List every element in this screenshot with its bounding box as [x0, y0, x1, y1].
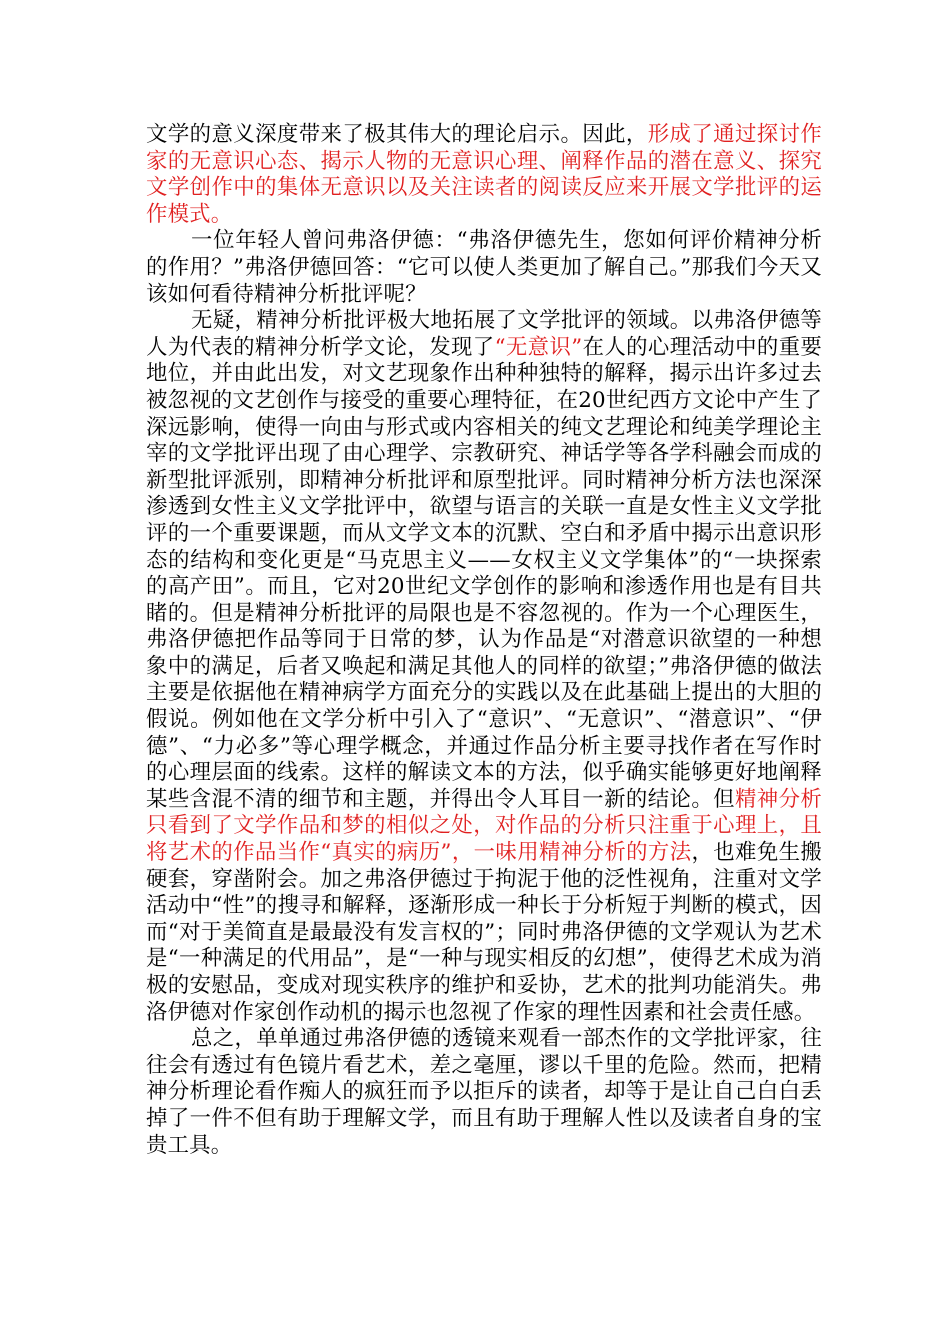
paragraph-3-highlight-1: “无意识”	[494, 334, 583, 360]
paragraph-3	[146, 308, 822, 1026]
paragraph-3-text-3: ，也难免生搬硬套，穿凿附会。加之弗洛伊德过于拘泥于他的泛性视角，注重对文学活动中“性”的搜寻和解释，逐渐形成一种长于分析短于判断的模式，因而“对于美简直是最最没有发言权的”；同时弗洛伊德的文学观认为艺术是“一种满足的代用品”，是“一种与现实相反的幻想”，使得艺术成为消极的安慰品，变成对现实秩序的维护和妥协，艺术的批判功能消失。弗洛伊德对作家创作动机的揭示也忽视了作家的理性因素和社会责任感。	[146, 840, 822, 1025]
paragraph-1-text-1: 文学的意义深度带来了极其伟大的理论启示。因此，	[146, 122, 648, 147]
paragraph-1	[146, 122, 822, 228]
paragraph-3-text-1: 无疑，精神分析批评极大地拓展了文学批评的领域。以弗洛伊德等人为代表的精神分析学文论，发现了	[146, 308, 822, 360]
paragraph-2	[146, 228, 822, 308]
paragraph-1-highlight-1: 形成了通过探讨作家的无意识心态、揭示人物的无意识心理、阐释作品的潜在意义、探究文学创作中的集体无意识以及关注读者的阅读反应来开展文学批评的运作模式。	[146, 122, 822, 227]
paragraph-2-text-1: 一位年轻人曾问弗洛伊德：“弗洛伊德先生，您如何评价精神分析的作用？”弗洛伊德回答：“它可以使人类更加了解自己。”那我们今天又该如何看待精神分析批评呢？	[146, 228, 822, 307]
paragraph-4-text-1: 总之，单单通过弗洛伊德的透镜来观看一部杰作的文学批评家，往往会有透过有色镜片看艺术，差之毫厘，谬以千里的危险。然而，把精神分析理论看作痴人的疯狂而予以拒斥的读者，却等于是让自己白白丢掉了一件不但有助于理解文学，而且有助于理解人性以及读者自身的宝贵工具。	[146, 1026, 822, 1158]
document-body	[146, 122, 822, 1159]
paragraph-3-text-2: 在人的心理活动中的重要地位，并由此出发，对文艺现象作出种种独特的解释，揭示出许多过去被忽视的文艺创作与接受的重要心理特征，在20世纪西方文论中产生了深远影响，使得一向由与形式或内容相关的纯文艺理论和纯美学理论主宰的文学批评出现了由心理学、宗教研究、神话学等各学科融会而成的新型批评派别，即精神分析批评和原型批评。同时精神分析方法也深深渗透到女性主义文学批评中，欲望与语言的关联一直是女性主义文学批评的一个重要课题，而从文学文本的沉默、空白和矛盾中揭示出意识形态的结构和变化更是“马克思主义——女权主义文学集体”的“一块探索的高产田”。而且，它对20世纪文学创作的影响和渗透作用也是有目共睹的。但是精神分析批评的局限也是不容忽视的。作为一个心理医生，弗洛伊德把作品等同于日常的梦，认为作品是“对潜意识欲望的一种想象中的满足，后者又唤起和满足其他人的同样的欲望；”弗洛伊德的做法主要是依据他在精神病学方面充分的实践以及在此基础上提出的大胆的假说。例如他在文学分析中引入了“意识”、“无意识”、“潜意识”、“伊德”、“力必多”等心理学概念，并通过作品分析主要寻找作者在写作时的心理层面的线索。这样的解读文本的方法，似乎确实能够更好地阐释某些含混不清的细节和主题，并得出令人耳目一新的结论。但	[146, 334, 823, 812]
paragraph-4	[146, 1026, 822, 1159]
paragraph-3-highlight-2: 精神分析只看到了文学作品和梦的相似之处，对作品的分析只注重于心理上，且将艺术的作品当作“真实的病历”，一味用精神分析的方法	[146, 786, 822, 866]
